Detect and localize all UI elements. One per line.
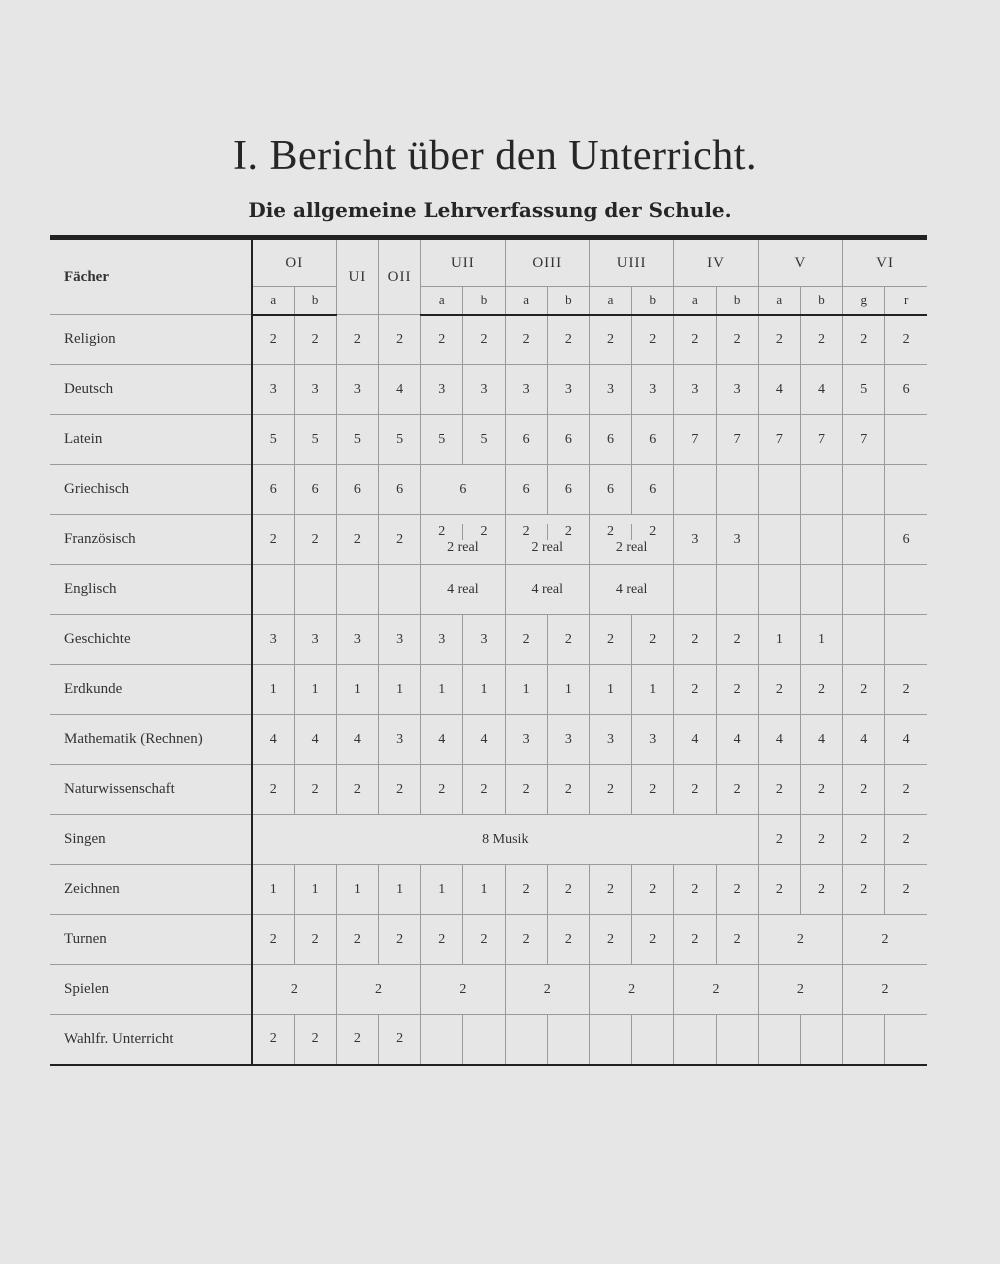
hours-cell: 2: [547, 315, 589, 365]
empty-cell: [252, 565, 294, 615]
real-note: 2 real: [447, 539, 479, 555]
hours-cell: 2: [589, 315, 631, 365]
musik-cell: 8 Musik: [252, 815, 758, 865]
hours-cell: 2: [758, 815, 800, 865]
hours-cell: 1: [252, 665, 294, 715]
hours-cell: 2: [378, 315, 420, 365]
hours-cell: 2: [294, 515, 336, 565]
hours-cell: 4: [800, 365, 842, 415]
hours-cell: 3: [336, 615, 378, 665]
hours-cell: 1: [463, 865, 505, 915]
empty-cell: [885, 565, 927, 615]
group-header-uiii: UIII: [589, 238, 673, 287]
hours-cell: 4 real: [589, 565, 673, 615]
hours-cell: 2: [421, 315, 463, 365]
empty-cell: [547, 1015, 589, 1065]
hours-cell: 6: [885, 515, 927, 565]
empty-cell: [716, 1015, 758, 1065]
hours-cell: 2: [843, 315, 885, 365]
hours-cell: 2: [800, 315, 842, 365]
group-header-vi: VI: [843, 238, 927, 287]
hours-cell: 1: [421, 865, 463, 915]
hours-cell: 2: [800, 665, 842, 715]
hours-cell: 2: [632, 865, 674, 915]
hours-cell: 5: [294, 415, 336, 465]
sub-header-a: a: [505, 287, 547, 315]
hours-cell: 2: [505, 315, 547, 365]
hours-cell: 3: [632, 715, 674, 765]
subject-cell: Turnen: [50, 915, 252, 965]
sub-header-a: a: [758, 287, 800, 315]
sub-header-a: a: [421, 287, 463, 315]
row-naturwissenschaft: [50, 765, 927, 815]
group-header-oiii: OIII: [505, 238, 589, 287]
empty-cell: [800, 465, 842, 515]
hours-cell: 2: [336, 965, 420, 1015]
sub-header-b: b: [716, 287, 758, 315]
hours-cell: 3: [505, 715, 547, 765]
hours-cell: 3: [378, 715, 420, 765]
hours-cell: 4: [843, 715, 885, 765]
hours-cell: 3: [505, 365, 547, 415]
sub-header-a: a: [589, 287, 631, 315]
hours-cell: 4: [336, 715, 378, 765]
sub-header-b: b: [294, 287, 336, 315]
subject-cell: Naturwissenschaft: [50, 765, 252, 815]
empty-cell: [674, 1015, 716, 1065]
sub-header-g: g: [843, 287, 885, 315]
hours-cell: 2: [252, 765, 294, 815]
empty-cell: [716, 465, 758, 515]
hours-cell: 4: [758, 715, 800, 765]
empty-cell: [632, 1015, 674, 1065]
hours-cell: 3: [716, 365, 758, 415]
sub-header-b: b: [632, 287, 674, 315]
group-header-iv: IV: [674, 238, 758, 287]
subject-cell: Mathematik (Rechnen): [50, 715, 252, 765]
hours-cell: 2: [758, 865, 800, 915]
page-subtitle: Die allgemeine Lehrverfassung der Schule.: [248, 198, 732, 222]
hours-cell: 3: [547, 715, 589, 765]
hours-cell: 2: [800, 865, 842, 915]
hours-cell: 3: [589, 365, 631, 415]
hours-cell: 2: [632, 615, 674, 665]
hours-cell: 2: [336, 315, 378, 365]
empty-cell: [843, 515, 885, 565]
hours-cell: 2: [716, 865, 758, 915]
hours-cell: 6: [547, 465, 589, 515]
empty-cell: [716, 565, 758, 615]
row-turnen: [50, 915, 927, 965]
empty-cell: [800, 1015, 842, 1065]
sub-header-a: a: [674, 287, 716, 315]
hours-cell: 3: [378, 615, 420, 665]
page-title: I. Bericht über den Unterricht.: [233, 133, 757, 179]
hours-cell: 2: [843, 865, 885, 915]
hours-cell: 6: [589, 415, 631, 465]
hours-cell: 6: [505, 415, 547, 465]
empty-cell: [758, 515, 800, 565]
hours-cell: 2: [716, 665, 758, 715]
hours-cell: 1: [378, 865, 420, 915]
hours-cell: 2: [252, 515, 294, 565]
hours-cell: 2: [505, 915, 547, 965]
split-cell: [505, 515, 589, 565]
hours-cell: 2: [547, 615, 589, 665]
empty-cell: [885, 465, 927, 515]
empty-cell: [758, 465, 800, 515]
group-header-oi: OI: [252, 238, 336, 287]
hours-cell: 2: [843, 815, 885, 865]
hours-cell: 2: [252, 1015, 294, 1065]
hours-cell: 3: [632, 365, 674, 415]
hours-cell: 2: [505, 965, 589, 1015]
hours-cell: 1: [632, 665, 674, 715]
hours-cell: 2: [421, 765, 463, 815]
hours-cell: 2: [294, 315, 336, 365]
hours-cell: 2: [716, 765, 758, 815]
hours-cell: 2: [674, 765, 716, 815]
hours-value: 2: [506, 524, 548, 540]
hours-cell: 1: [547, 665, 589, 715]
hours-cell: 3: [463, 365, 505, 415]
hours-cell: 2: [547, 765, 589, 815]
subject-cell: Geschichte: [50, 615, 252, 665]
hours-cell: 2: [336, 765, 378, 815]
hours-cell: 6: [589, 465, 631, 515]
empty-cell: [758, 565, 800, 615]
hours-cell: 2: [716, 915, 758, 965]
row-latein: [50, 415, 927, 465]
hours-cell: 3: [252, 615, 294, 665]
hours-cell: 4: [294, 715, 336, 765]
empty-cell: [463, 1015, 505, 1065]
hours-cell: 2: [674, 665, 716, 715]
hours-cell: 2: [589, 915, 631, 965]
hours-cell: 2: [547, 915, 589, 965]
hours-cell: 2: [378, 915, 420, 965]
hours-cell: 1: [589, 665, 631, 715]
row-religion: [50, 315, 927, 365]
hours-cell: 2: [294, 1015, 336, 1065]
hours-cell: 6: [252, 465, 294, 515]
hours-cell: 7: [843, 415, 885, 465]
row-deutsch: [50, 365, 927, 415]
hours-cell: 2: [674, 615, 716, 665]
hours-value: 2: [564, 523, 572, 539]
hours-cell: 6: [336, 465, 378, 515]
hours-cell: 7: [674, 415, 716, 465]
hours-cell: 1: [294, 865, 336, 915]
hours-cell: 2: [378, 1015, 420, 1065]
hours-cell: 2: [632, 315, 674, 365]
empty-cell: [885, 415, 927, 465]
row-singen: [50, 815, 927, 865]
hours-cell: 1: [463, 665, 505, 715]
hours-cell: 2: [632, 915, 674, 965]
hours-cell: 2: [632, 765, 674, 815]
hours-cell: 2: [758, 915, 842, 965]
hours-cell: 4: [463, 715, 505, 765]
hours-cell: 2: [547, 865, 589, 915]
hours-cell: 4: [758, 365, 800, 415]
hours-cell: 6: [885, 365, 927, 415]
hours-cell: 2: [885, 315, 927, 365]
sub-header-r: r: [885, 287, 927, 315]
hours-cell: 3: [463, 615, 505, 665]
hours-cell: 2: [294, 915, 336, 965]
hours-cell: 1: [758, 615, 800, 665]
hours-cell: 5: [336, 415, 378, 465]
hours-value: 2: [480, 523, 488, 539]
subject-cell: Latein: [50, 415, 252, 465]
hours-cell: 6: [421, 465, 505, 515]
hours-cell: 3: [252, 365, 294, 415]
empty-cell: [800, 565, 842, 615]
row-erdkunde: [50, 665, 927, 715]
empty-cell: [294, 565, 336, 615]
split-cell: [589, 515, 673, 565]
subject-cell: Deutsch: [50, 365, 252, 415]
hours-cell: 2: [758, 965, 842, 1015]
hours-cell: 2: [758, 315, 800, 365]
subject-cell: Singen: [50, 815, 252, 865]
row-spielen: [50, 965, 927, 1015]
hours-cell: 2: [463, 315, 505, 365]
hours-cell: 3: [674, 515, 716, 565]
hours-cell: 2: [589, 615, 631, 665]
hours-cell: 6: [547, 415, 589, 465]
hours-cell: 3: [589, 715, 631, 765]
subject-cell: Erdkunde: [50, 665, 252, 715]
empty-cell: [336, 565, 378, 615]
hours-cell: 6: [632, 415, 674, 465]
subject-cell: Religion: [50, 315, 252, 365]
faecher-header: Fächer: [50, 238, 252, 315]
hours-cell: 2: [758, 665, 800, 715]
hours-cell: 4: [716, 715, 758, 765]
empty-cell: [674, 565, 716, 615]
hours-cell: 2: [885, 815, 927, 865]
empty-cell: [885, 1015, 927, 1065]
hours-cell: 2: [800, 765, 842, 815]
subject-cell: Zeichnen: [50, 865, 252, 915]
hours-cell: 2: [505, 615, 547, 665]
row-mathematik: [50, 715, 927, 765]
empty-cell: [421, 1015, 463, 1065]
hours-cell: 2: [336, 515, 378, 565]
hours-cell: 2: [421, 915, 463, 965]
hours-cell: 2: [378, 765, 420, 815]
hours-cell: 5: [463, 415, 505, 465]
hours-cell: 2: [336, 1015, 378, 1065]
hours-cell: 2: [505, 865, 547, 915]
empty-cell: [674, 465, 716, 515]
hours-cell: 7: [758, 415, 800, 465]
hours-value: 2: [590, 524, 632, 540]
hours-cell: 2: [421, 965, 505, 1015]
empty-cell: [378, 565, 420, 615]
hours-cell: 2: [378, 515, 420, 565]
hours-value: 2: [649, 523, 657, 539]
sub-header-b: b: [463, 287, 505, 315]
row-griechisch: [50, 465, 927, 515]
real-note: 2 real: [531, 539, 563, 555]
hours-cell: 2: [843, 665, 885, 715]
empty-cell: [843, 615, 885, 665]
empty-cell: [758, 1015, 800, 1065]
row-wahlfrei: [50, 1015, 927, 1065]
hours-cell: 2: [336, 915, 378, 965]
hours-cell: 3: [294, 615, 336, 665]
hours-cell: 2: [589, 765, 631, 815]
hours-cell: 2: [463, 765, 505, 815]
hours-cell: 2: [885, 665, 927, 715]
hours-cell: 3: [421, 615, 463, 665]
hours-cell: 6: [378, 465, 420, 515]
hours-cell: 3: [421, 365, 463, 415]
hours-cell: 2: [716, 315, 758, 365]
hours-cell: 7: [800, 415, 842, 465]
hours-cell: 2: [674, 915, 716, 965]
hours-cell: 2: [674, 965, 758, 1015]
row-franzoesisch: [50, 515, 927, 565]
hours-cell: 2: [252, 965, 336, 1015]
row-englisch: [50, 565, 927, 615]
hours-cell: 2: [674, 315, 716, 365]
hours-cell: 5: [421, 415, 463, 465]
hours-cell: 2: [589, 965, 673, 1015]
empty-cell: [843, 565, 885, 615]
empty-cell: [885, 615, 927, 665]
hours-cell: 2: [463, 915, 505, 965]
hours-cell: 3: [674, 365, 716, 415]
hours-cell: 1: [336, 665, 378, 715]
subject-cell: Französisch: [50, 515, 252, 565]
hours-cell: 2: [843, 765, 885, 815]
hours-cell: 4: [800, 715, 842, 765]
subject-cell: Englisch: [50, 565, 252, 615]
real-note: 2 real: [615, 539, 648, 555]
hours-cell: 4: [421, 715, 463, 765]
hours-cell: 2: [716, 615, 758, 665]
hours-cell: 1: [252, 865, 294, 915]
hours-cell: 2: [758, 765, 800, 815]
hours-cell: 5: [252, 415, 294, 465]
hours-cell: 1: [294, 665, 336, 715]
hours-cell: 2: [252, 915, 294, 965]
subject-cell: Wahlfr. Unterricht: [50, 1015, 252, 1065]
sub-header-b: b: [800, 287, 842, 315]
hours-cell: 5: [843, 365, 885, 415]
hours-cell: 2: [589, 865, 631, 915]
empty-cell: [843, 465, 885, 515]
hours-cell: 3: [547, 365, 589, 415]
empty-cell: [843, 1015, 885, 1065]
empty-cell: [505, 1015, 547, 1065]
hours-cell: 4: [378, 365, 420, 415]
hours-cell: 3: [294, 365, 336, 415]
split-cell: [421, 515, 505, 565]
hours-cell: 4: [885, 715, 927, 765]
hours-cell: 1: [378, 665, 420, 715]
group-header-ui: UI: [336, 238, 378, 315]
group-header-uii: UII: [421, 238, 505, 287]
hours-cell: 7: [716, 415, 758, 465]
hours-cell: 4 real: [505, 565, 589, 615]
hours-cell: 5: [378, 415, 420, 465]
hours-cell: 2: [294, 765, 336, 815]
group-header-oii: OII: [378, 238, 420, 315]
hours-cell: 2: [843, 965, 927, 1015]
hours-cell: 1: [800, 615, 842, 665]
hours-cell: 1: [421, 665, 463, 715]
sub-header-a: a: [252, 287, 294, 315]
row-geschichte: [50, 615, 927, 665]
subject-cell: Spielen: [50, 965, 252, 1015]
hours-cell: 2: [252, 315, 294, 365]
hours-cell: 2: [800, 815, 842, 865]
hours-cell: 1: [336, 865, 378, 915]
hours-cell: 2: [674, 865, 716, 915]
row-zeichnen: [50, 865, 927, 915]
empty-cell: [800, 515, 842, 565]
hours-cell: 2: [885, 765, 927, 815]
hours-cell: 1: [505, 665, 547, 715]
hours-cell: 6: [505, 465, 547, 515]
hours-cell: 4: [674, 715, 716, 765]
hours-cell: 4 real: [421, 565, 505, 615]
hours-cell: 2: [843, 915, 927, 965]
subject-cell: Griechisch: [50, 465, 252, 515]
hours-cell: 6: [294, 465, 336, 515]
sub-header-b: b: [547, 287, 589, 315]
lesson-table: [50, 235, 927, 1066]
empty-cell: [589, 1015, 631, 1065]
hours-cell: 3: [336, 365, 378, 415]
hours-value: 2: [421, 524, 463, 540]
hours-cell: 3: [716, 515, 758, 565]
group-header-v: V: [758, 238, 842, 287]
hours-cell: 2: [505, 765, 547, 815]
hours-cell: 6: [632, 465, 674, 515]
hours-cell: 4: [252, 715, 294, 765]
hours-cell: 2: [885, 865, 927, 915]
